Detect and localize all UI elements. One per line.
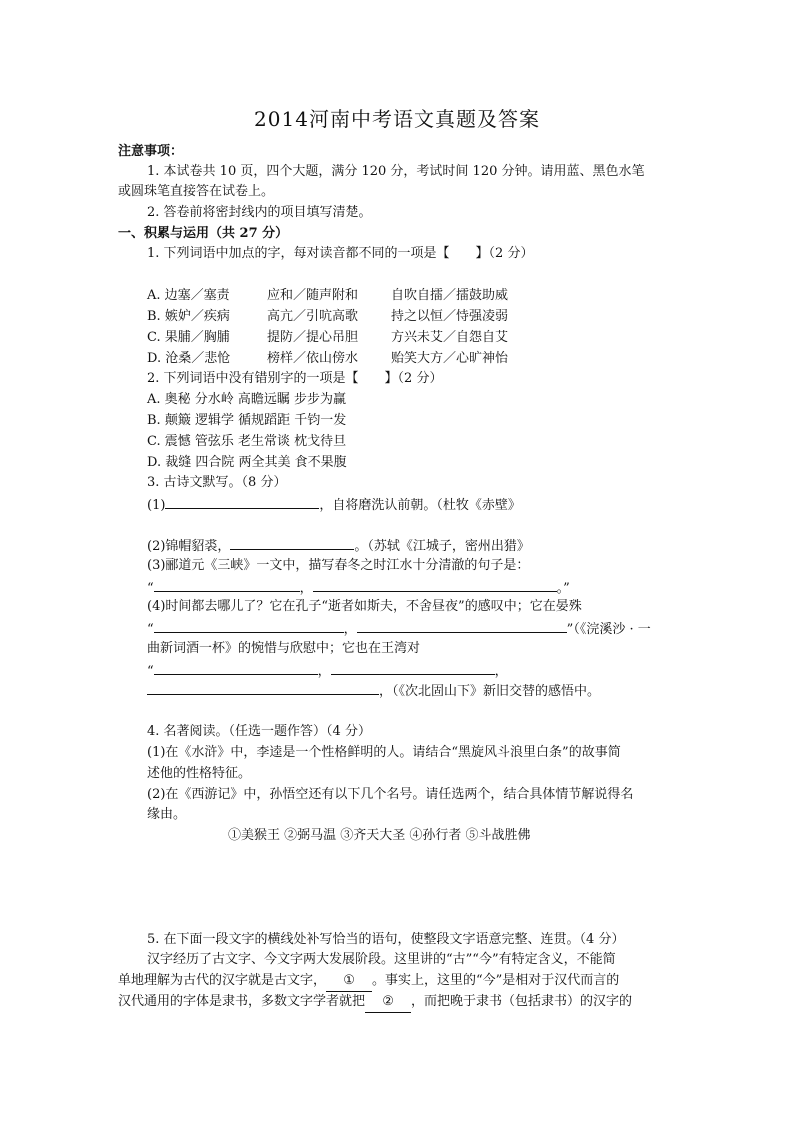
notice-item-1: 1. 本试卷共 10 页，四个大题，满分 120 分，考试时间 120 分钟。请用蓝、黑色水笔 — [147, 164, 645, 179]
q3-blank-3[interactable] — [154, 577, 300, 592]
q5-blank-2[interactable]: ② — [365, 992, 411, 1013]
q3-part-4-end-text: ，（《次北固山下》新旧交替的感悟中。 — [379, 684, 601, 699]
q5-line-2-a: 单地理解为古代的汉字就是古文字， — [118, 973, 327, 988]
q3-blank-2[interactable] — [230, 535, 354, 550]
quote-open: “ — [147, 622, 154, 637]
q3-blank-6[interactable] — [357, 618, 567, 633]
comma: ， — [343, 622, 357, 637]
notice-item-2: 2. 答卷前将密封线内的项目填写清楚。 — [147, 205, 372, 220]
notice-heading: 注意事项： — [118, 144, 184, 159]
q4-part-1-cont: 述他的性格特征。 — [147, 766, 252, 781]
q5-line-2 — [118, 971, 619, 992]
q4-part-2-cont: 缘由。 — [147, 807, 187, 822]
q1-option-a-3: 自吹自擂／擂鼓助威 — [391, 288, 509, 303]
q1-option-c-1: C. 果脯／胸脯 — [147, 330, 230, 345]
q1-stem: 1. 下列词语中加点的字，每对读音都不同的一项是【 】（2 分） — [147, 246, 534, 261]
q3-blank-5[interactable] — [154, 618, 344, 633]
q1-option-a-2: 应和／随声附和 — [267, 288, 359, 303]
q2-stem: 2. 下列词语中没有错别字的一项是【 】（2 分） — [147, 371, 443, 386]
q1-option-d-2: 榜样／依山傍水 — [267, 351, 359, 366]
q3-part-3-blanks — [147, 577, 570, 599]
q5-line-1: 汉字经历了古文字、今文字两大发展阶段。这里讲的“古”“今”有特定含义，不能简 — [147, 952, 616, 967]
q5-line-3 — [118, 992, 632, 1013]
q3-part-4-blanks-2 — [147, 660, 508, 682]
q3-blank-1[interactable] — [165, 494, 319, 509]
q1-option-d-3: 贻笑大方／心旷神怡 — [391, 351, 509, 366]
q3-part-2-text: (2)锦帽貂裘， — [147, 539, 231, 554]
q4-part-1: (1)在《水浒》中，李逵是一个性格鲜明的人。请结合“黑旋风斗浪里白条”的故事简 — [147, 745, 621, 760]
q3-part-1-number: (1) — [147, 498, 166, 513]
q3-stem: 3. 古诗文默写。（8 分） — [147, 475, 287, 490]
q2-option-b: B. 颠簸 逻辑学 循规蹈距 千钧一发 — [147, 413, 347, 428]
q4-stem: 4. 名著阅读。（任选一题作答）（4 分） — [147, 724, 371, 739]
q3-part-1-text: ，自将磨洗认前朝。（杜牧《赤壁》 — [319, 498, 521, 513]
q2-option-a: A. 奥秘 分水岭 高瞻远瞩 步步为赢 — [147, 392, 347, 407]
q1-option-c-3: 方兴未艾／自怨自艾 — [391, 330, 509, 345]
q5-line-3-b: ，而把晚于隶书（包括隶书）的汉字的 — [411, 994, 633, 1009]
q3-part-4: (4)时间都去哪儿了？它在孔子“逝者如斯夫，不舍昼夜”的感叹中；它在晏殊 — [147, 599, 582, 614]
q3-part-4-blanks — [147, 618, 651, 640]
comma: ， — [494, 664, 508, 679]
comma: ， — [317, 664, 331, 679]
q3-part-4-source: ”（《浣溪沙 · 一 — [566, 622, 651, 637]
q5-line-2-b: 。事实上，这里的“今”是相对于汉代而言的 — [372, 973, 620, 988]
q3-part-1 — [147, 494, 521, 516]
q4-part-2: (2)在《西游记》中，孙悟空还有以下几个名号。请任选两个，结合具体情节解说得名 — [147, 787, 634, 802]
q1-option-b-3: 持之以恒／恃强凌弱 — [391, 309, 509, 324]
q3-part-2-end: 。（苏轼《江城子，密州出猎》 — [354, 539, 530, 554]
q3-blank-4[interactable] — [313, 577, 557, 592]
quote-open: “ — [147, 581, 154, 596]
q2-option-d: D. 裁缝 四合院 两全其美 食不果腹 — [147, 455, 347, 470]
q3-part-2 — [147, 535, 530, 557]
notice-item-1-cont: 或圆珠笔直接答在试卷上。 — [118, 184, 275, 199]
q3-blank-8[interactable] — [331, 660, 495, 675]
q1-option-b-2: 高亢／引吭高歌 — [267, 309, 359, 324]
q4-names-list: ①美猴王 ②弼马温 ③齐天大圣 ④孙行者 ⑤斗战胜佛 — [228, 828, 531, 843]
q3-part-3: (3)郦道元《三峡》一文中，描写春冬之时江水十分清澈的句子是： — [147, 558, 530, 573]
q1-option-d-1: D. 沧桑／悲怆 — [147, 351, 231, 366]
q3-blank-7[interactable] — [154, 660, 318, 675]
q3-blank-9[interactable] — [147, 680, 379, 695]
section-1-heading: 一、积累与运用（共 27 分） — [118, 226, 289, 241]
q5-line-3-a: 汉代通用的字体是隶书，多数文字学者就把 — [118, 994, 366, 1009]
q3-part-4-end — [147, 680, 600, 702]
q1-option-c-2: 提防／提心吊胆 — [267, 330, 359, 345]
q5-blank-1[interactable]: ① — [326, 971, 372, 992]
page-title: 2014河南中考语文真题及答案 — [254, 107, 540, 131]
q1-option-b-1: B. 嫉妒／疾病 — [147, 309, 230, 324]
comma: ， — [299, 581, 313, 596]
q2-option-c: C. 震憾 管弦乐 老生常谈 枕戈待旦 — [147, 434, 347, 449]
quote-open: “ — [147, 664, 154, 679]
q5-stem: 5. 在下面一段文字的横线处补写恰当的语句，使整段文字语意完整、连贯。（4 分） — [147, 932, 625, 947]
q1-option-a-1: A. 边塞／塞责 — [147, 288, 230, 303]
q3-part-4-cont: 曲新词酒一杯》的惋惜与欣慰中；它也在王湾对 — [147, 641, 421, 656]
quote-close: 。” — [556, 581, 570, 596]
